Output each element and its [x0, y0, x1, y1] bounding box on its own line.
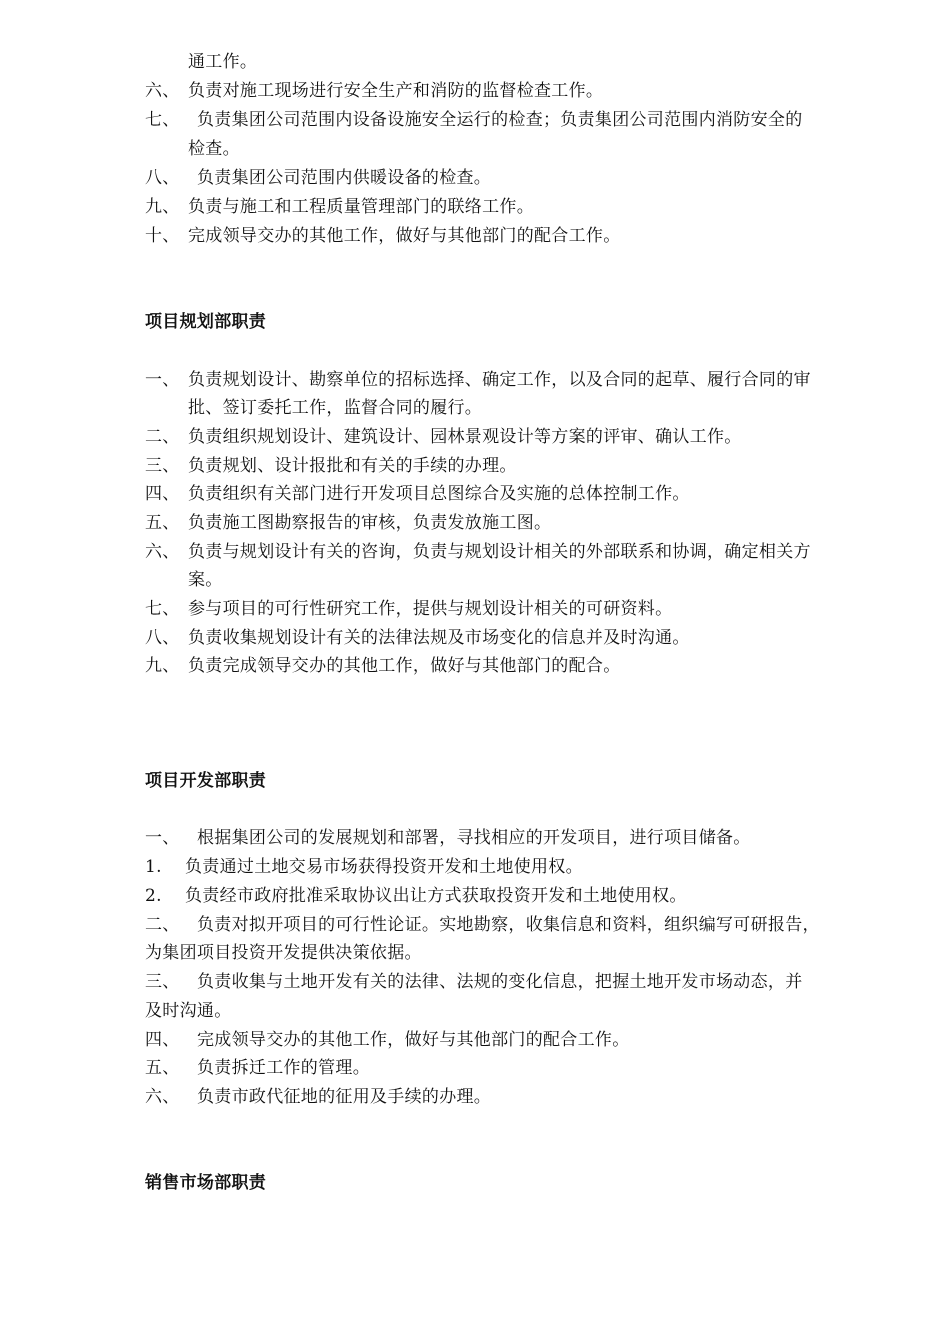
list-item: 十、 完成领导交办的其他工作，做好与其他部门的配合工作。 — [145, 226, 621, 246]
list-item: 一、 根据集团公司的发展规划和部署，寻找相应的开发项目，进行项目储备。 — [145, 828, 751, 848]
list-item: 六、 负责市政代征地的征用及手续的办理。 — [145, 1087, 492, 1107]
list-item-continuation: 及时沟通。 — [145, 1001, 232, 1021]
list-item: 三、 负责规划、设计报批和有关的手续的办理。 — [145, 456, 517, 476]
list-item: 九、 负责完成领导交办的其他工作，做好与其他部门的配合。 — [145, 656, 621, 676]
list-item: 八、 负责集团公司范围内供暖设备的检查。 — [145, 168, 492, 188]
list-item: 五、 负责拆迁工作的管理。 — [145, 1058, 370, 1078]
list-item: 二、 负责组织规划设计、建筑设计、园林景观设计等方案的评审、确认工作。 — [145, 427, 742, 447]
list-item: 五、 负责施工图勘察报告的审核，负责发放施工图。 — [145, 513, 552, 533]
list-item: 二、 负责对拟开项目的可行性论证。实地勘察，收集信息和资料，组织编写可研报告， — [145, 915, 820, 935]
list-item: 七、 参与项目的可行性研究工作，提供与规划设计相关的可研资料。 — [145, 599, 673, 619]
list-item: 八、 负责收集规划设计有关的法律法规及市场变化的信息并及时沟通。 — [145, 628, 690, 648]
list-item: 四、 负责组织有关部门进行开发项目总图综合及实施的总体控制工作。 — [145, 484, 690, 504]
list-item: 六、 负责与规划设计有关的咨询，负责与规划设计相关的外部联系和协调，确定相关方 — [145, 542, 811, 562]
list-item-continuation: 为集团项目投资开发提供决策依据。 — [145, 943, 422, 963]
list-item: 一、 负责规划设计、勘察单位的招标选择、确定工作，以及合同的起草、履行合同的审 — [145, 370, 811, 390]
list-item: 四、 完成领导交办的其他工作，做好与其他部门的配合工作。 — [145, 1030, 630, 1050]
list-item-continuation: 案。 — [188, 570, 223, 590]
list-item-continuation: 通工作。 — [188, 52, 258, 72]
list-item-continuation: 检查。 — [188, 139, 240, 159]
section-title-sales: 销售市场部职责 — [145, 1173, 267, 1193]
list-item: 1. 负责通过土地交易市场获得投资开发和土地使用权。 — [145, 857, 583, 877]
list-item: 九、 负责与施工和工程质量管理部门的联络工作。 — [145, 197, 534, 217]
list-item: 三、 负责收集与土地开发有关的法律、法规的变化信息，把握土地开发市场动态，并 — [145, 972, 803, 992]
list-item: 2. 负责经市政府批准采取协议出让方式获取投资开发和土地使用权。 — [145, 886, 687, 906]
section-title-planning: 项目规划部职责 — [145, 312, 267, 332]
list-item: 七、 负责集团公司范围内设备设施安全运行的检查；负责集团公司范围内消防安全的 — [145, 110, 803, 130]
section-title-development: 项目开发部职责 — [145, 771, 267, 791]
list-item-continuation: 批、签订委托工作，监督合同的履行。 — [188, 398, 483, 418]
list-item: 六、 负责对施工现场进行安全生产和消防的监督检查工作。 — [145, 81, 604, 101]
